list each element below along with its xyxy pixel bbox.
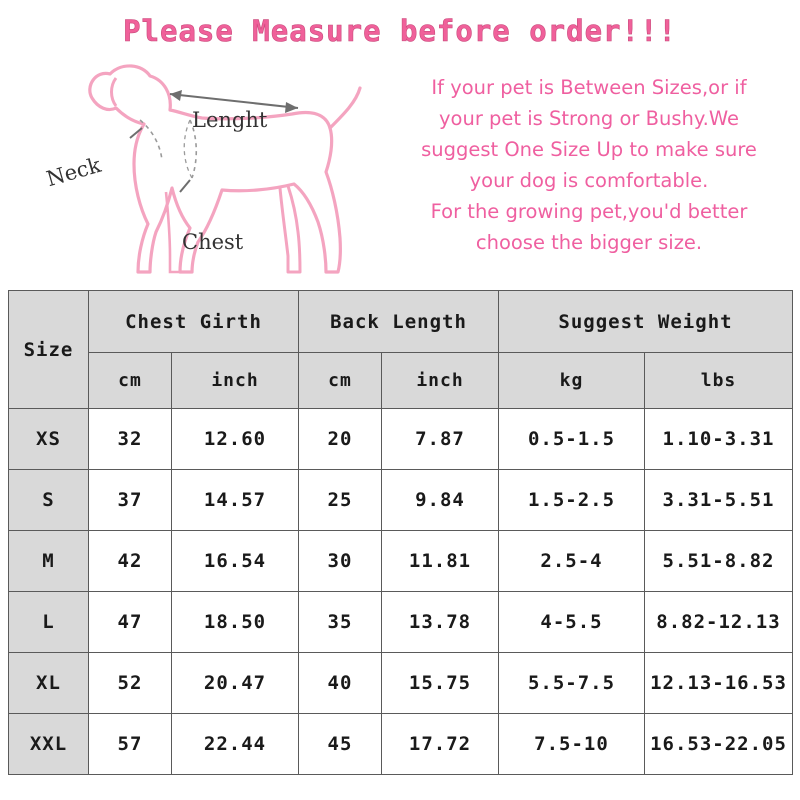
dog-diagram bbox=[30, 42, 380, 282]
cell-back-cm: 45 bbox=[299, 714, 382, 775]
note-line-4: your dog is comfortable. bbox=[469, 169, 709, 192]
cell-size: L bbox=[9, 592, 89, 653]
cell-chest-inch: 16.54 bbox=[172, 531, 299, 592]
cell-back-inch: 17.72 bbox=[382, 714, 499, 775]
cell-weight-lbs: 5.51-8.82 bbox=[645, 531, 793, 592]
cell-weight-lbs: 16.53-22.05 bbox=[645, 714, 793, 775]
cell-weight-lbs: 3.31-5.51 bbox=[645, 470, 793, 531]
cell-size: XXL bbox=[9, 714, 89, 775]
table-row bbox=[9, 653, 793, 714]
note-line-1: If your pet is Between Sizes,or if bbox=[431, 76, 747, 99]
cell-weight-kg: 4-5.5 bbox=[499, 592, 645, 653]
table-row bbox=[9, 409, 793, 470]
subheader-chest-inch: inch bbox=[172, 353, 299, 409]
label-chest: Chest bbox=[182, 230, 244, 254]
cell-chest-cm: 32 bbox=[89, 409, 172, 470]
cell-back-cm: 25 bbox=[299, 470, 382, 531]
cell-back-cm: 35 bbox=[299, 592, 382, 653]
table-row bbox=[9, 714, 793, 775]
subheader-back-inch: inch bbox=[382, 353, 499, 409]
note-line-6: choose the bigger size. bbox=[475, 231, 703, 254]
cell-back-inch: 11.81 bbox=[382, 531, 499, 592]
subheader-chest-cm: cm bbox=[89, 353, 172, 409]
cell-chest-inch: 14.57 bbox=[172, 470, 299, 531]
cell-back-cm: 20 bbox=[299, 409, 382, 470]
sizing-note bbox=[394, 72, 784, 258]
cell-back-inch: 7.87 bbox=[382, 409, 499, 470]
table-row bbox=[9, 531, 793, 592]
cell-back-inch: 15.75 bbox=[382, 653, 499, 714]
label-length: Lenght bbox=[192, 108, 268, 132]
cell-size: XS bbox=[9, 409, 89, 470]
page-title: Please Measure before order!!! bbox=[123, 14, 677, 48]
cell-chest-cm: 42 bbox=[89, 531, 172, 592]
header-chest-girth: Chest Girth bbox=[89, 291, 299, 353]
note-line-2: your pet is Strong or Bushy.We bbox=[438, 107, 739, 130]
illustration-section bbox=[0, 0, 800, 290]
subheader-weight-lbs: lbs bbox=[645, 353, 793, 409]
cell-size: XL bbox=[9, 653, 89, 714]
size-table bbox=[8, 290, 793, 775]
table-row bbox=[9, 470, 793, 531]
cell-weight-kg: 2.5-4 bbox=[499, 531, 645, 592]
cell-chest-inch: 22.44 bbox=[172, 714, 299, 775]
cell-chest-inch: 18.50 bbox=[172, 592, 299, 653]
cell-weight-lbs: 1.10-3.31 bbox=[645, 409, 793, 470]
label-neck: Neck bbox=[43, 152, 104, 192]
header-size: Size bbox=[9, 291, 89, 409]
cell-weight-kg: 7.5-10 bbox=[499, 714, 645, 775]
note-line-5: For the growing pet,you'd better bbox=[430, 200, 748, 223]
header-suggest-weight: Suggest Weight bbox=[499, 291, 793, 353]
table-header-group-row bbox=[9, 291, 793, 353]
cell-chest-cm: 57 bbox=[89, 714, 172, 775]
cell-weight-kg: 5.5-7.5 bbox=[499, 653, 645, 714]
cell-weight-kg: 1.5-2.5 bbox=[499, 470, 645, 531]
cell-chest-cm: 52 bbox=[89, 653, 172, 714]
note-line-3: suggest One Size Up to make sure bbox=[421, 138, 757, 161]
cell-weight-lbs: 12.13-16.53 bbox=[645, 653, 793, 714]
header-back-length: Back Length bbox=[299, 291, 499, 353]
cell-back-inch: 9.84 bbox=[382, 470, 499, 531]
cell-chest-cm: 37 bbox=[89, 470, 172, 531]
cell-size: S bbox=[9, 470, 89, 531]
cell-chest-inch: 20.47 bbox=[172, 653, 299, 714]
table-header-sub-row bbox=[9, 353, 793, 409]
cell-chest-cm: 47 bbox=[89, 592, 172, 653]
table-row bbox=[9, 592, 793, 653]
size-table-wrapper bbox=[8, 290, 792, 775]
cell-size: M bbox=[9, 531, 89, 592]
subheader-back-cm: cm bbox=[299, 353, 382, 409]
subheader-weight-kg: kg bbox=[499, 353, 645, 409]
cell-back-cm: 40 bbox=[299, 653, 382, 714]
cell-weight-lbs: 8.82-12.13 bbox=[645, 592, 793, 653]
cell-chest-inch: 12.60 bbox=[172, 409, 299, 470]
cell-weight-kg: 0.5-1.5 bbox=[499, 409, 645, 470]
cell-back-cm: 30 bbox=[299, 531, 382, 592]
cell-back-inch: 13.78 bbox=[382, 592, 499, 653]
